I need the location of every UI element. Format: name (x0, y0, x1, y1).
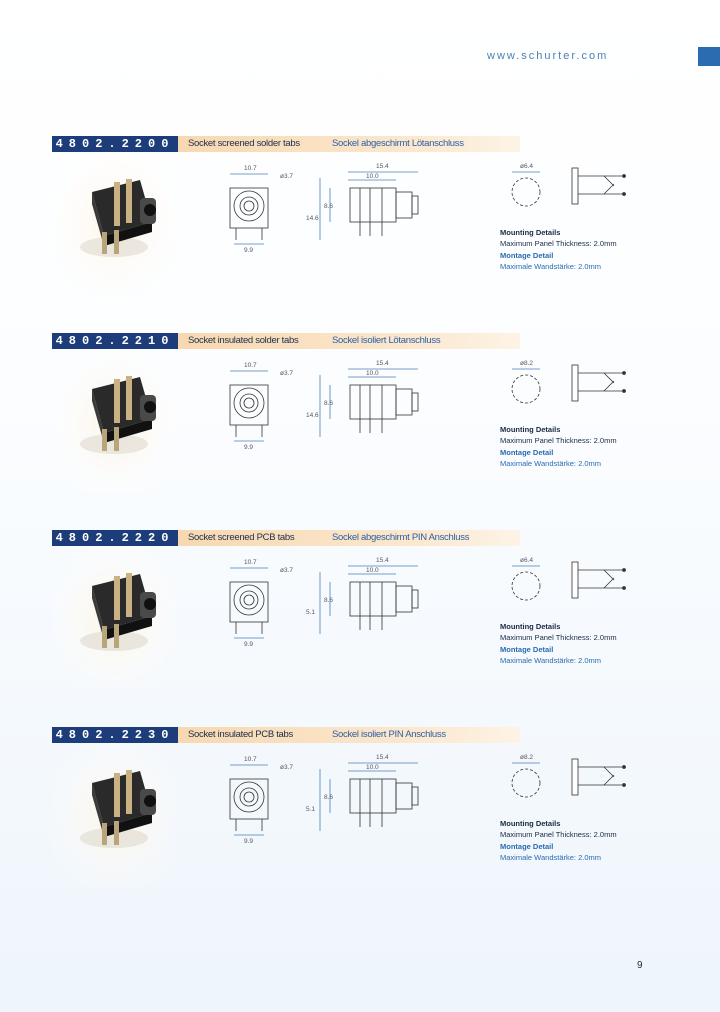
dim-body: 9.9 (244, 838, 254, 845)
mounting-text-de: Maximale Wandstärke: 2.0mm (500, 852, 602, 862)
dim-h1: 8.6 (324, 203, 334, 210)
product-photo (52, 349, 178, 493)
mounting-title-en: Mounting Details (500, 819, 561, 828)
product-photo (52, 743, 178, 887)
title-english: Socket insulated PCB tabs (188, 729, 293, 740)
mounting-details (500, 425, 617, 469)
dim-width: 10.7 (244, 165, 257, 172)
mounting-text-de: Maximale Wandstärke: 2.0mm (500, 458, 602, 468)
mounting-text-en: Maximum Panel Thickness: 2.0mm (500, 238, 617, 248)
mounting-text-de: Maximale Wandstärke: 2.0mm (500, 655, 602, 665)
dim-h1: 8.6 (324, 400, 334, 407)
dim-h2: 14.6 (306, 215, 319, 222)
mounting-title-en: Mounting Details (500, 425, 561, 434)
product-section (0, 136, 720, 296)
title-german: Sockel abgeschirmt PIN Anschluss (332, 532, 470, 543)
dim-inner: 10.0 (366, 764, 379, 771)
product-section (0, 530, 720, 690)
dim-h2: 5.1 (306, 806, 316, 813)
dim-length: 15.4 (376, 754, 389, 761)
mounting-title-en: Mounting Details (500, 622, 561, 631)
dim-length: 15.4 (376, 360, 389, 367)
mounting-text-en: Maximum Panel Thickness: 2.0mm (500, 829, 617, 839)
title-german: Sockel abgeschirmt Lötanschluss (332, 138, 464, 149)
dim-body: 9.9 (244, 641, 254, 648)
dim-hole: ø3.7 (280, 173, 294, 180)
product-section (0, 333, 720, 493)
dim-hole: ø3.7 (280, 370, 294, 377)
title-english: Socket screened PCB tabs (188, 532, 295, 543)
dim-body: 9.9 (244, 444, 254, 451)
title-english: Socket screened solder tabs (188, 138, 300, 149)
product-section (0, 727, 720, 887)
dim-panel: ø8.2 (520, 754, 534, 761)
dim-h2: 5.1 (306, 609, 316, 616)
product-photo (52, 546, 178, 690)
mounting-text-en: Maximum Panel Thickness: 2.0mm (500, 632, 617, 642)
dim-inner: 10.0 (366, 370, 379, 377)
mounting-title-de: Montage Detail (500, 842, 554, 851)
title-english: Socket insulated solder tabs (188, 335, 299, 346)
dim-width: 10.7 (244, 362, 257, 369)
dim-panel: ø8.2 (520, 360, 534, 367)
mounting-title-de: Montage Detail (500, 448, 554, 457)
dim-h1: 8.6 (324, 794, 334, 801)
website-url[interactable]: www.schurter.com (487, 50, 609, 62)
dim-hole: ø3.7 (280, 567, 294, 574)
dim-panel: ø6.4 (520, 557, 534, 564)
dim-hole: ø3.7 (280, 764, 294, 771)
mounting-details (500, 622, 617, 666)
mounting-title-de: Montage Detail (500, 645, 554, 654)
dim-length: 15.4 (376, 557, 389, 564)
dim-width: 10.7 (244, 756, 257, 763)
dim-inner: 10.0 (366, 173, 379, 180)
product-code: 4802.2210 (52, 333, 178, 349)
mounting-title-en: Mounting Details (500, 228, 561, 237)
product-code: 4802.2220 (52, 530, 178, 546)
product-photo (52, 152, 178, 296)
dim-h1: 8.6 (324, 597, 334, 604)
dim-panel: ø6.4 (520, 163, 534, 170)
mounting-text-en: Maximum Panel Thickness: 2.0mm (500, 435, 617, 445)
corner-tab (698, 47, 720, 66)
mounting-title-de: Montage Detail (500, 251, 554, 260)
dim-inner: 10.0 (366, 567, 379, 574)
dim-width: 10.7 (244, 559, 257, 566)
mounting-text-de: Maximale Wandstärke: 2.0mm (500, 261, 602, 271)
mounting-details (500, 819, 617, 863)
mounting-details (500, 228, 617, 272)
page-number: 9 (637, 960, 643, 971)
dim-body: 9.9 (244, 247, 254, 254)
title-german: Sockel isoliert Lötanschluss (332, 335, 441, 346)
product-code: 4802.2230 (52, 727, 178, 743)
title-german: Sockel isoliert PIN Anschluss (332, 729, 446, 740)
product-code: 4802.2200 (52, 136, 178, 152)
dim-length: 15.4 (376, 163, 389, 170)
dim-h2: 14.6 (306, 412, 319, 419)
